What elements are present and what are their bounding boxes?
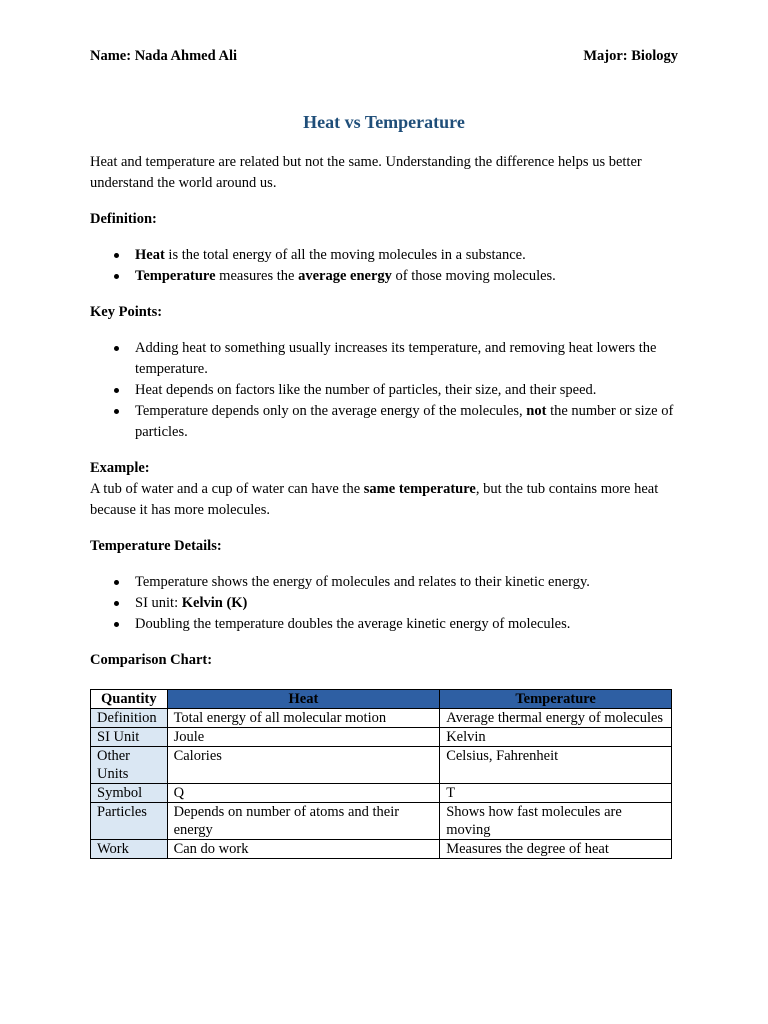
list-item: SI unit: Kelvin (K) bbox=[90, 593, 678, 614]
table-cell-quantity: Other Units bbox=[91, 747, 168, 784]
table-row bbox=[91, 709, 672, 728]
table-cell-quantity: Symbol bbox=[91, 784, 168, 803]
table-cell-quantity: SI Unit bbox=[91, 728, 168, 747]
table-row bbox=[91, 747, 672, 784]
table-cell: Can do work bbox=[167, 840, 440, 859]
list-item: Heat is the total energy of all the moving molecules in a substance. bbox=[90, 245, 678, 266]
column-header-quantity: Quantity bbox=[91, 690, 168, 709]
intro-paragraph: Heat and temperature are related but not the same. Understanding the difference helps us better understand the world around us. bbox=[90, 154, 642, 191]
table-cell: Joule bbox=[167, 728, 440, 747]
comparison-heading: Comparison Chart: bbox=[90, 652, 213, 668]
table-cell: Shows how fast molecules are moving bbox=[440, 803, 672, 840]
table-cell: Total energy of all molecular motion bbox=[167, 709, 440, 728]
temperature-details-heading: Temperature Details: bbox=[90, 538, 222, 554]
table-row bbox=[91, 784, 672, 803]
document-body bbox=[90, 152, 678, 859]
table-cell: T bbox=[440, 784, 672, 803]
list-item: Heat depends on factors like the number of particles, their size, and their speed. bbox=[90, 380, 678, 401]
list-item: Temperature measures the average energy of those moving molecules. bbox=[90, 266, 678, 287]
definition-heading: Definition: bbox=[90, 211, 157, 227]
temperature-details-list bbox=[90, 572, 678, 635]
student-name: Name: Nada Ahmed Ali bbox=[90, 48, 238, 64]
example-paragraph: A tub of water and a cup of water can have the same temperature, but the tub contains more heat because it has more molecules. bbox=[90, 481, 659, 518]
table-cell: Calories bbox=[167, 747, 440, 784]
page-title: Heat vs Temperature bbox=[303, 112, 465, 132]
key-points-heading: Key Points: bbox=[90, 304, 163, 320]
table-cell: Q bbox=[167, 784, 440, 803]
table-row bbox=[91, 803, 672, 840]
list-item: Adding heat to something usually increases its temperature, and removing heat lowers the temperature. bbox=[90, 338, 678, 380]
comparison-table bbox=[90, 689, 672, 859]
definition-list bbox=[90, 245, 678, 287]
key-points-list bbox=[90, 338, 678, 443]
table-cell: Celsius, Fahrenheit bbox=[440, 747, 672, 784]
list-item: Temperature shows the energy of molecules and relates to their kinetic energy. bbox=[90, 572, 678, 593]
column-header-temperature: Temperature bbox=[440, 690, 672, 709]
table-cell: Average thermal energy of molecules bbox=[440, 709, 672, 728]
student-major: Major: Biology bbox=[583, 48, 678, 64]
table-cell-quantity: Work bbox=[91, 840, 168, 859]
document-header bbox=[90, 46, 678, 66]
list-item: Temperature depends only on the average energy of the molecules, not the number or size of particles. bbox=[90, 401, 678, 443]
table-cell-quantity: Definition bbox=[91, 709, 168, 728]
example-heading: Example: bbox=[90, 460, 150, 476]
table-row bbox=[91, 840, 672, 859]
table-cell: Depends on number of atoms and their energy bbox=[167, 803, 440, 840]
table-cell-quantity: Particles bbox=[91, 803, 168, 840]
table-header-row bbox=[91, 690, 672, 709]
table-cell: Measures the degree of heat bbox=[440, 840, 672, 859]
table-cell: Kelvin bbox=[440, 728, 672, 747]
table-row bbox=[91, 728, 672, 747]
column-header-heat: Heat bbox=[167, 690, 440, 709]
list-item: Doubling the temperature doubles the average kinetic energy of molecules. bbox=[90, 614, 678, 635]
